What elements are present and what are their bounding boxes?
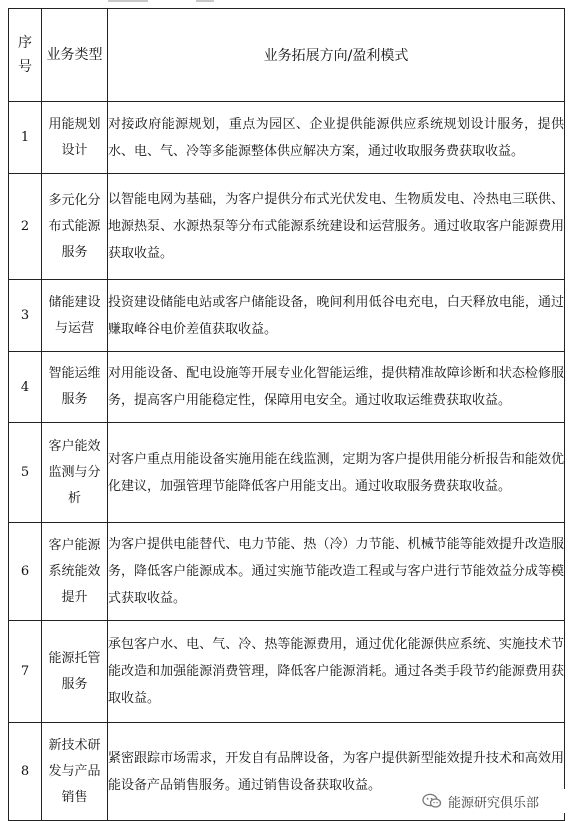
table-row <box>9 523 565 621</box>
row-type: 新技术研发与产品销售 <box>42 723 108 821</box>
header-type: 业务类型 <box>42 9 108 102</box>
row-desc: 以智能电网为基础，为客户提供分布式光伏发电、生物质发电、冷热电三联供、地源热泵、水源热泵等分布式能源系统建设和运营服务。通过收取客户能源费用获取收益。 <box>108 174 565 280</box>
row-type: 用能规划设计 <box>42 102 108 174</box>
row-desc: 投资建设储能电站或客户储能设备，晚间利用低谷电充电，白天释放电能，通过赚取峰谷电价差值获取收益。 <box>108 280 565 352</box>
watermark-text: 能源研究俱乐部 <box>448 795 540 811</box>
row-desc: 对客户重点用能设备实施用能在线监测，定期为客户提供用能分析报告和能效优化建议，加强管理节能降低客户用能支出。通过收取服务费获取收益。 <box>108 423 565 523</box>
row-seq: 8 <box>9 723 42 821</box>
table-row <box>9 280 565 352</box>
row-seq: 4 <box>9 352 42 423</box>
row-seq: 6 <box>9 523 42 621</box>
header-seq <box>9 9 42 102</box>
row-seq: 3 <box>9 280 42 352</box>
row-type: 能源托管服务 <box>42 621 108 723</box>
top-edge-marks <box>0 0 572 8</box>
row-type: 客户能源系统能效提升 <box>42 523 108 621</box>
row-seq: 7 <box>9 621 42 723</box>
row-desc: 对接政府能源规划，重点为园区、企业提供能源供应系统规划设计服务，提供水、电、气、冷等多能源整体供应解决方案，通过收取服务费获取收益。 <box>108 102 565 174</box>
wechat-icon <box>422 793 442 809</box>
row-type: 储能建设与运营 <box>42 280 108 352</box>
row-type: 客户能效监测与分析 <box>42 423 108 523</box>
row-seq: 1 <box>9 102 42 174</box>
row-desc: 对用能设备、配电设施等开展专业化智能运维，提供精准故障诊断和状态检修服务，提高客户用能稳定性，保障用电安全。通过收取运维费获取收益。 <box>108 352 565 423</box>
business-table <box>8 8 565 821</box>
row-type: 智能运维服务 <box>42 352 108 423</box>
table-header-row <box>9 9 565 102</box>
watermark <box>422 789 570 813</box>
table-row <box>9 102 565 174</box>
row-desc: 紧密跟踪市场需求，开发自有品牌设备，为客户提供新型能效提升技术和高效用能设备产品销售服务。通过销售设备获取收益。 <box>108 723 565 821</box>
table-row <box>9 621 565 723</box>
row-seq: 2 <box>9 174 42 280</box>
row-seq: 5 <box>9 423 42 523</box>
table-row <box>9 174 565 280</box>
table-row <box>9 352 565 423</box>
row-type: 多元化分布式能源服务 <box>42 174 108 280</box>
row-desc: 承包客户水、电、气、冷、热等能源费用，通过优化能源供应系统、实施技术节能改造和加强能源消费管理，降低客户能源消耗。通过各类手段节约能源费用获取收益。 <box>108 621 565 723</box>
header-desc: 业务拓展方向/盈利模式 <box>108 9 565 102</box>
header-seq-text: 序号 <box>18 35 32 75</box>
table-row <box>9 423 565 523</box>
row-desc: 为客户提供电能替代、电力节能、热（冷）力节能、机械节能等能效提升改造服务，降低客户能源成本。通过实施节能改造工程或与客户进行节能效益分成等模式获取收益。 <box>108 523 565 621</box>
